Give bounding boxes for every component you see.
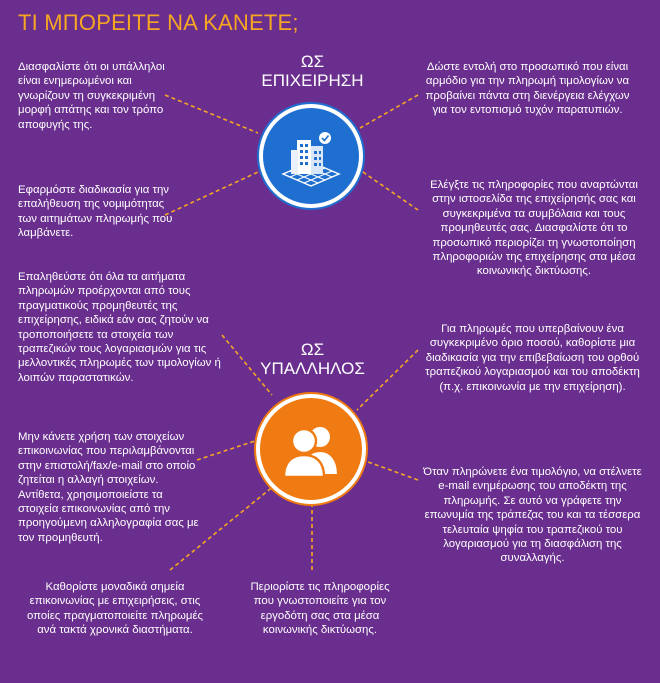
business-badge: [259, 104, 363, 208]
people-icon: [278, 419, 344, 479]
business-left-tip-1: Διασφαλίστε ότι οι υπάλληλοι είναι ενημερωμένοι και γνωρίζουν τη συγκεκριμένη μορφή απάτης και τον τρόπο αποφυγής της.: [18, 61, 165, 131]
employee-right-tip-1: Για πληρωμές που υπερβαίνουν ένα συγκεκριμένο όριο ποσού, καθορίστε μια διαδικασία για την επιβεβαίωση του ορθού τραπεζικού λογαριασμού και του αποδέκτη (π.χ. επικοινωνία με την επιχείρηση).: [425, 323, 640, 393]
employee-left-tip-2: Μην κάνετε χρήση των στοιχείων επικοινωνίας που περιλαμβάνονται στην επιστολή/fax/e-mail στο οποίο ζητείται η αλλαγή στοιχείων. Αντίθετα, χρησιμοποιείστε τα στοιχεία επικοινωνίας από την προηγούμενη αλληλογραφία σας με τον προμηθευτή.: [18, 431, 199, 544]
page-title: ΤΙ ΜΠΟΡΕΙΤΕ ΝΑ ΚΑΝΕΤΕ;: [18, 10, 299, 35]
employee-badge: [256, 394, 366, 504]
employee-left-tip-1: Επαληθεύστε ότι όλα τα αιτήματα πληρωμών προέρχονται από τους πραγματικούς προμηθευτές της επιχείρησης, ειδικά εάν σας ζητούν να τροποποιήσετε τα στοιχεία των τραπεζικών τους λογαριασμών για τις μελλοντικές πληρωμές των τιμολογίων ή λοιπών παραστατικών.: [18, 271, 221, 384]
employee-bottom-tip-2: Περιορίστε τις πληροφορίες που γνωστοποιείτε για τον εργοδότη σας στα μέσα κοινωνικής δικτύωσης.: [250, 581, 390, 637]
business-heading-line1: ΩΣ: [300, 52, 325, 71]
business-left-tip-2: Εφαρμόστε διαδικασία για την επαλήθευση της νομιμότητας των αιτημάτων πληρωμής που λαμβάνετε.: [18, 184, 173, 240]
employee-heading-line1: ΩΣ: [300, 340, 325, 359]
employee-bottom-tip-1: Καθορίστε μοναδικά σημεία επικοινωνίας με επιχειρήσεις, στις οποίες πραγματοποιείτε πληρωμές ανά τακτά χρονικά διαστήματα.: [26, 581, 204, 637]
business-right-tip-1: Δώστε εντολή στο προσωπικό που είναι αρμόδιο για την πληρωμή τιμολογίων να προβαίνει πάντα στη διενέργεια ελέγχων για τον εντοπισμό τυχόν παρατυπιών.: [425, 61, 630, 117]
business-heading-line2: ΕΠΙΧΕΙΡΗΣΗ: [261, 71, 364, 90]
employee-heading-line2: ΥΠΑΛΛΗΛΟΣ: [260, 359, 365, 378]
employee-right-tip-2: Όταν πληρώνετε ένα τιμολόγιο, να στέλνετε e-mail ενημέρωσης του αποδέκτη της πληρωμής. Σε αυτό να γράφετε την επωνυμία της τράπεζας του και τα τέσσερα τελευταία ψηφία του τραπεζικού του λογαριασμού για τη διασφάλιση της συναλλαγής.: [423, 466, 642, 565]
building-icon: [279, 124, 343, 188]
business-right-tip-2: Ελέγξτε τις πληροφορίες που αναρτώνται στην ιστοσελίδα της επιχείρησής σας και συγκεκριμένα τα συμβόλαια και τους προμηθευτές σας. Διασφαλίστε ότι το προσωπικό περιορίζει τη γνωστοποίηση πληροφοριών της επιχείρησης στα μέσα κοινωνικής δικτύωσης.: [430, 179, 638, 278]
employee-heading: [250, 340, 375, 378]
business-heading: [250, 52, 375, 90]
